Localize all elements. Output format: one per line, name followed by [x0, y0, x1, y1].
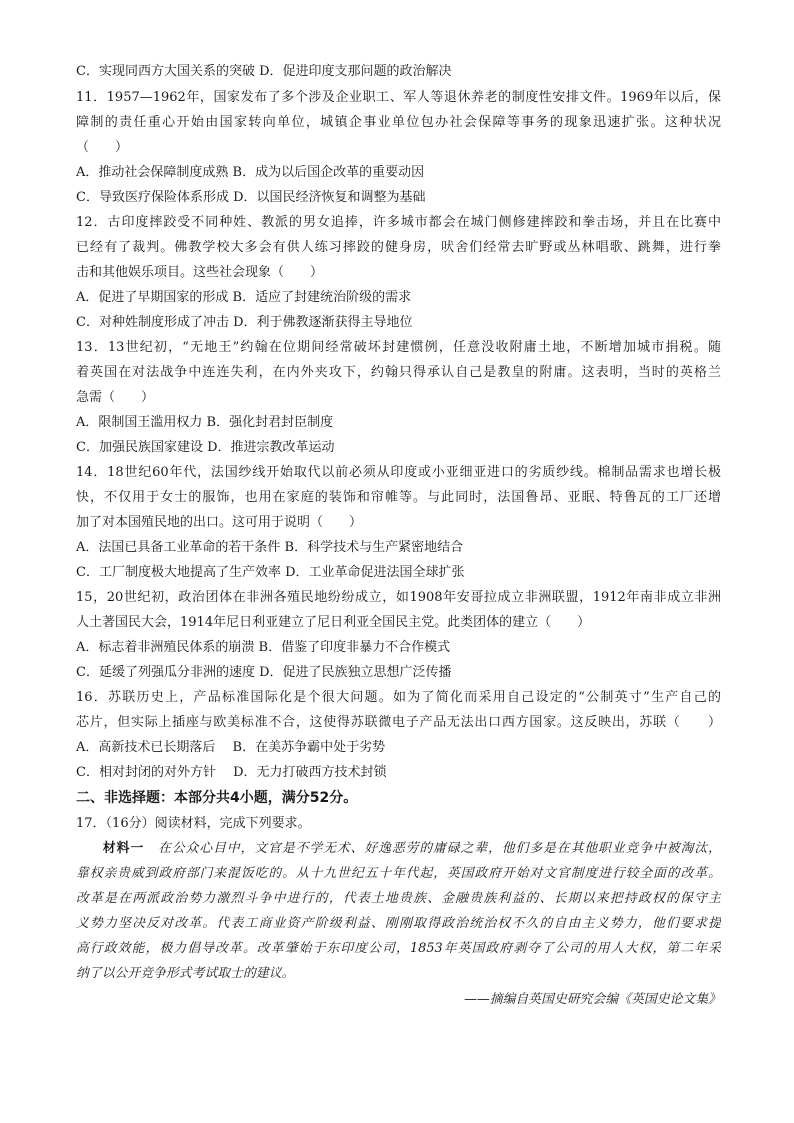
q13-stem-line1: 13．13世纪初，“无地王”约翰在位期间经常破坏封建惯例，任意没收附庸土地，不断增加城市捐税。随: [76, 340, 721, 355]
q12-options-cd: C．对种姓制度形成了冲击 D．利于佛教逐渐获得主导地位: [76, 315, 413, 330]
q10-options-cd: C．实现同西方大国关系的突破 D．促进印度支那问题的政治解决: [76, 64, 452, 79]
q15-stem-line1: 15，20世纪初，政治团体在非洲各殖民地纷纷成立，如1908年安哥拉成立非洲联盟，1912年南非成立非洲: [76, 590, 721, 605]
q14-options-cd: C．工厂制度极大地提高了生产效率 D．工业革命促进法国全球扩张: [76, 565, 465, 580]
q11-stem-line2: 障制的责任重心开始由国家转向单位，城镇企事业单位包办社会保障等事务的现象迅速扩张。这种状况: [76, 115, 721, 130]
q13-stem-line2: 着英国在对法战争中连连失利，在内外夹攻下，约翰只得承认自己是教皇的附庸。这表明，当时的英格兰: [76, 365, 721, 380]
material-line3: 改革是在两派政治势力激烈斗争中进行的，代表土地贵族、金融贵族利益的、长期以来把持政权的保守主: [76, 891, 721, 906]
q16-stem-line2: 芯片，但实际上插座与欧美标准不合，这使得苏联微电子产品无法出口西方国家。这反映出，苏联（ ）: [76, 715, 721, 730]
q15-options-cd: C．延缓了列强瓜分非洲的速度 D．促进了民族独立思想广泛传播: [76, 665, 452, 680]
q17-intro: 17．（16分）阅读材料，完成下列要求。: [76, 816, 311, 831]
q15-options-ab: A．标志着非洲殖民体系的崩溃 B．借鉴了印度非暴力不合作模式: [76, 640, 451, 655]
q11-stem-line3: （ ）: [76, 140, 129, 155]
material-line6: 纳了以公开竞争形式考试取士的建议。: [76, 966, 295, 981]
q16-options-cd: C．相对封闭的对外方针 D．无力打破西方技术封锁: [76, 765, 387, 780]
material-source: ——摘编自英国史研究会编《英国史论文集》: [464, 992, 721, 1007]
q15-stem-line2: 人土著国民大会，1914年尼日利亚建立了尼日利亚全国民主党。此类团体的建立（ ）: [76, 615, 591, 630]
material-line5: 高行政效能，极力倡导改革。改革肇始于东印度公司，1853年英国政府剥夺了公司的用人大权，第二年采: [76, 941, 721, 956]
q11-options-ab: A．推动社会保障制度成熟 B．成为以后国企改革的重要动因: [76, 165, 425, 180]
q13-options-ab: A．限制国王滥用权力 B．强化封君封臣制度: [76, 415, 334, 430]
q12-stem-line1: 12．古印度摔跤受不同种姓、教派的男女追捧，许多城市都会在城门侧修建摔跤和拳击场，并且在比赛中: [76, 215, 721, 230]
section-title: 二、非选择题：本部分共4小题，满分52分。: [76, 790, 358, 806]
q12-stem-line2: 已经有了裁判。佛教学校大多会有供人练习摔跤的健身房，吠舍们经常去旷野或丛林唱歌、跳舞，进行拳: [76, 240, 721, 255]
material-line4: 义势力坚决反对改革。代表工商业资产阶级利益、刚刚取得政治统治权不久的自由主义势力，他们要求提: [76, 916, 721, 931]
q16-options-ab: A．高新技术已长期落后 B．在美苏争霸中处于劣势: [76, 740, 386, 755]
q14-options-ab: A．法国已具备工业革命的若干条件 B．科学技术与生产紧密地结合: [76, 540, 464, 555]
q12-stem-line3: 击和其他娱乐项目。这些社会现象（ ）: [76, 265, 324, 280]
material-line1: [76, 840, 721, 858]
q13-options-cd: C．加强民族国家建设 D．推进宗教改革运动: [76, 440, 335, 455]
q13-stem-line3: 急需（ ）: [76, 390, 155, 405]
q12-options-ab: A．促进了早期国家的形成 B．适应了封建统治阶级的需求: [76, 290, 412, 305]
q16-stem-line1: 16．苏联历史上，产品标准国际化是个很大问题。如为了简化而采用自己设定的“公制英寸”生产自己的: [76, 690, 721, 705]
material-text-1: 在公众心目中，文官是不学无术、好逸恶劳的庸碌之辈，他们多是在其他职业竞争中被淘汰，: [157, 841, 721, 856]
q11-options-cd: C．导致医疗保险体系形成 D．以国民经济恢复和调整为基础: [76, 190, 426, 205]
q14-stem-line1: 14．18世纪60年代，法国纱线开始取代以前必须从印度或小亚细亚进口的劣质纱线。棉制品需求也增长极: [76, 465, 721, 480]
material-line2: 靠权亲贵威到政府部门来混饭吃的。从十九世纪五十年代起，英国政府开始对文官制度进行较全面的改革。: [76, 866, 721, 881]
q14-stem-line2: 快，不仅用于女士的服饰，也用在家庭的装饰和帘帷等。与此同时，法国鲁昂、亚眠、特鲁瓦的工厂还增: [76, 490, 721, 505]
q11-stem-line1: 11．1957—1962年，国家发布了多个涉及企业职工、军人等退休养老的制度性安排文件。1969年以后，保: [76, 90, 721, 105]
material-label: 材料一: [102, 841, 145, 856]
q14-stem-line3: 加了对本国殖民地的出口。这可用于说明（ ）: [76, 515, 363, 530]
